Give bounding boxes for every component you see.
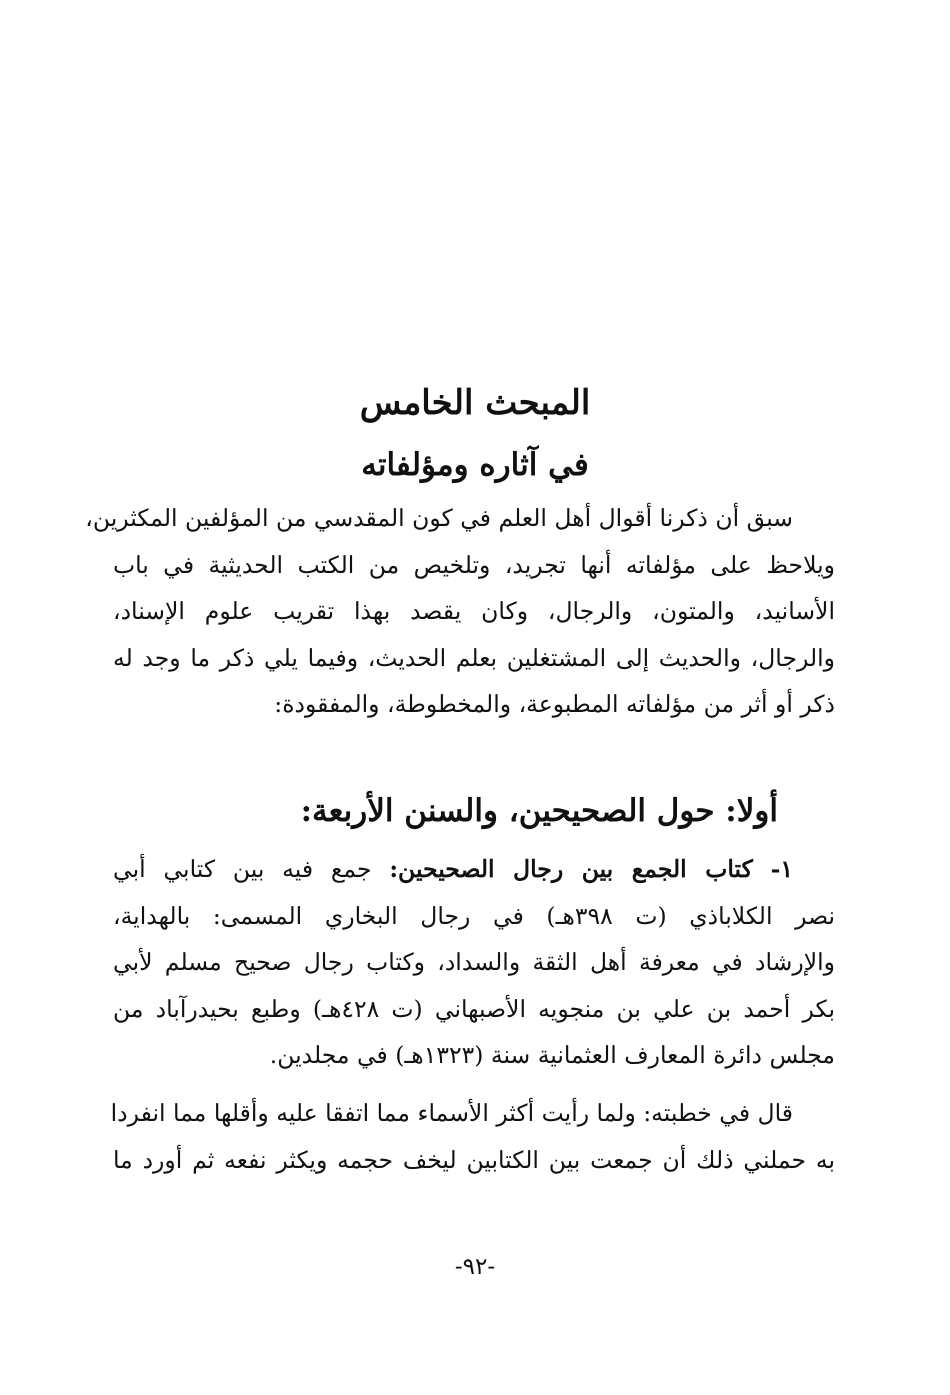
intro-line: سبق أن ذكرنا أقوال أهل العلم في كون المقدسي من المؤلفين المكثرين، <box>85 504 793 532</box>
entry-first-line-text: جمع فيه بين كتابي أبي <box>113 855 372 883</box>
entry-number: ١- <box>770 855 793 883</box>
entry-line: نصر الكلاباذي (ت ٣٩٨هـ) في رجال البخاري المسمى: بالهداية، <box>113 901 835 930</box>
intro-line: ذكر أو أثر من مؤلفاته المطبوعة، والمخطوطة، والمفقودة: <box>274 690 835 718</box>
page-number: -٩٢- <box>454 1254 496 1280</box>
chapter-subtitle: في آثاره ومؤلفاته <box>361 447 589 483</box>
book-entry-1 <box>113 846 835 1079</box>
quote-line: قال في خطبته: ولما رأيت أكثر الأسماء مما اتفقا عليه وأقلها مما انفردا <box>110 1099 793 1127</box>
intro-line: والرجال، والحديث إلى المشتغلين بعلم الحديث، وفيما يلي ذكر ما وجد له <box>113 643 835 672</box>
section-heading: أولا: حول الصحيحين، والسنن الأربعة: <box>300 793 778 829</box>
quote-paragraph <box>110 1090 835 1183</box>
entry-line: والإرشاد في معرفة أهل الثقة والسداد، وكتاب رجال صحيح مسلم لأبي <box>113 948 835 976</box>
quote-line: به حملني ذلك أن جمعت بين الكتابين ليخف حجمه ويكثر نفعه ثم أورد ما <box>113 1145 835 1174</box>
intro-line: الأسانيد، والمتون، والرجال، وكان يقصد بهذا تقريب علوم الإسناد، <box>113 597 835 625</box>
intro-line: ويلاحظ على مؤلفاته أنها تجريد، وتلخيص من الكتب الحديثية في باب <box>113 550 835 579</box>
entry-book-title: كتاب الجمع بين رجال الصحيحين: <box>389 855 753 883</box>
entry-first-line <box>113 846 835 893</box>
entry-line: بكر أحمد بن علي بن منجويه الأصبهاني (ت ٤٢٨هـ) وطبع بحيدرآباد من <box>113 994 835 1023</box>
chapter-title: المبحث الخامس <box>359 383 591 423</box>
intro-paragraph <box>85 495 835 728</box>
entry-line: مجلس دائرة المعارف العثمانية سنة (١٣٢٣هـ) في مجلدين. <box>269 1041 835 1069</box>
